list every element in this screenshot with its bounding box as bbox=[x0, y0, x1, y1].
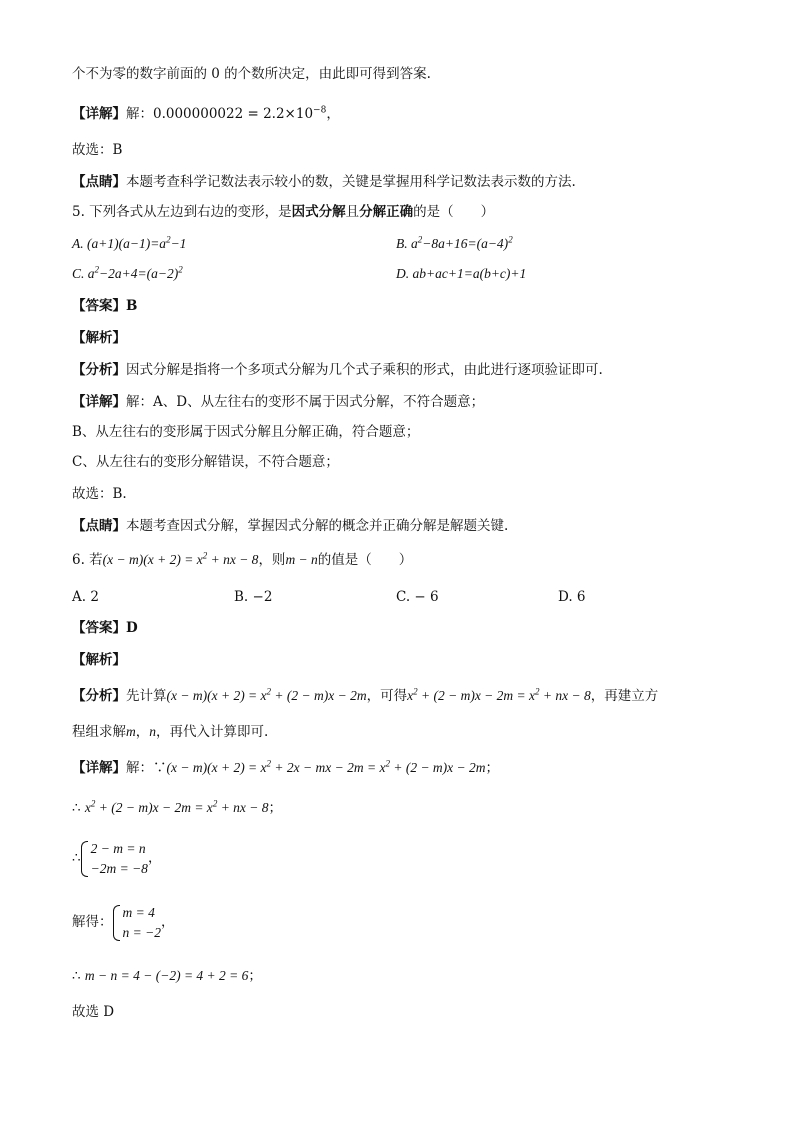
analysis-text-5: 【分析】因式分解是指将一个多项式分解为几个式子乘积的形式，由此进行逐项验证即可. bbox=[72, 362, 603, 378]
answer-6: 【答案】D bbox=[72, 620, 138, 636]
remark-line: 【点睛】本题考查科学记数法表示较小的数，关键是掌握用科学记数法表示数的方法. bbox=[72, 174, 576, 190]
detail-5-c: C、从左往右的变形分解错误，不符合题意； bbox=[72, 454, 339, 470]
q6-option-a: A. 2 bbox=[72, 589, 99, 605]
therefore-1: ∴ $x^2 + (2 - m)x - 2m = x^2$ + nx − 8； bbox=[72, 798, 283, 816]
equation-system-1: 2 − m = n −2m = −8 bbox=[81, 839, 148, 879]
answer-5: 【答案】B bbox=[72, 298, 138, 314]
analysis-5: 【解析】 bbox=[72, 330, 126, 346]
text-line: 个不为零的数字前面的 0 的个数所决定，由此即可得到答案. bbox=[72, 66, 431, 82]
q6-option-d: D. 6 bbox=[558, 589, 586, 605]
q5-option-a: A. $(a+1)(a-1)=a^2-1$ bbox=[72, 234, 187, 251]
q6-option-b: B. −2 bbox=[234, 589, 273, 605]
solution-system: 解得： m = 4 n = −2 ， bbox=[72, 902, 174, 943]
analysis-text-6-cont: 程组求解m，n，再代入计算即可. bbox=[72, 724, 269, 740]
detail-5: 【详解】解：A、D、从左往右的变形不属于因式分解，不符合题意； bbox=[72, 394, 485, 410]
final-choice: 故选 D bbox=[72, 1004, 115, 1020]
q6-option-c: C. − 6 bbox=[396, 589, 439, 605]
analysis-6: 【解析】 bbox=[72, 652, 126, 668]
therefore-system: ∴ 2 − m = n −2m = −8 ， bbox=[72, 838, 161, 879]
choice-line: 故选：B bbox=[72, 142, 123, 158]
q5-option-c: C. $a^2-2a+4=(a-2)^2$ bbox=[72, 264, 183, 281]
remark-5: 【点睛】本题考查因式分解，掌握因式分解的概念并正确分解是解题关键. bbox=[72, 518, 509, 534]
detail-line: 【详解】解：$0.000000022 = 2.2\times 10^{-8}$， bbox=[72, 105, 340, 122]
choice-5: 故选：B. bbox=[72, 486, 127, 502]
detail-6: 【详解】解：∵(x − $m)(x + 2) = x^2 + 2x$ − mx − $2m = x^2 + (2 - m)x - 2m$； bbox=[72, 758, 500, 776]
detail-5-b: B、从左往右的变形属于因式分解且分解正确，符合题意； bbox=[72, 424, 420, 440]
question-6: 6. 若$(x - m)(x + 2) = x^2$ + nx − 8，则m − n的值是（ ） bbox=[72, 550, 413, 568]
equation-system-2: m = 4 n = −2 bbox=[113, 903, 161, 943]
q5-option-b: B. $a^2-8a+16=(a-4)^2$ bbox=[396, 234, 513, 251]
analysis-text-6: 【分析】先计算$(x - m)(x + 2) = x^2 + (2 - m)x - 2m$，可得$x^2 + (2 - m)x - 2m = x^2$ + nx − 8，再建立方 bbox=[72, 686, 659, 704]
q5-option-d: D. ab+ac+1=a(b+c)+1 bbox=[396, 266, 527, 281]
therefore-result: ∴ m − n = 4 − (−2) = 4 + 2 = 6； bbox=[72, 968, 262, 984]
question-5: 5. 下列各式从左边到右边的变形，是因式分解且分解正确的是（ ） bbox=[72, 204, 495, 220]
